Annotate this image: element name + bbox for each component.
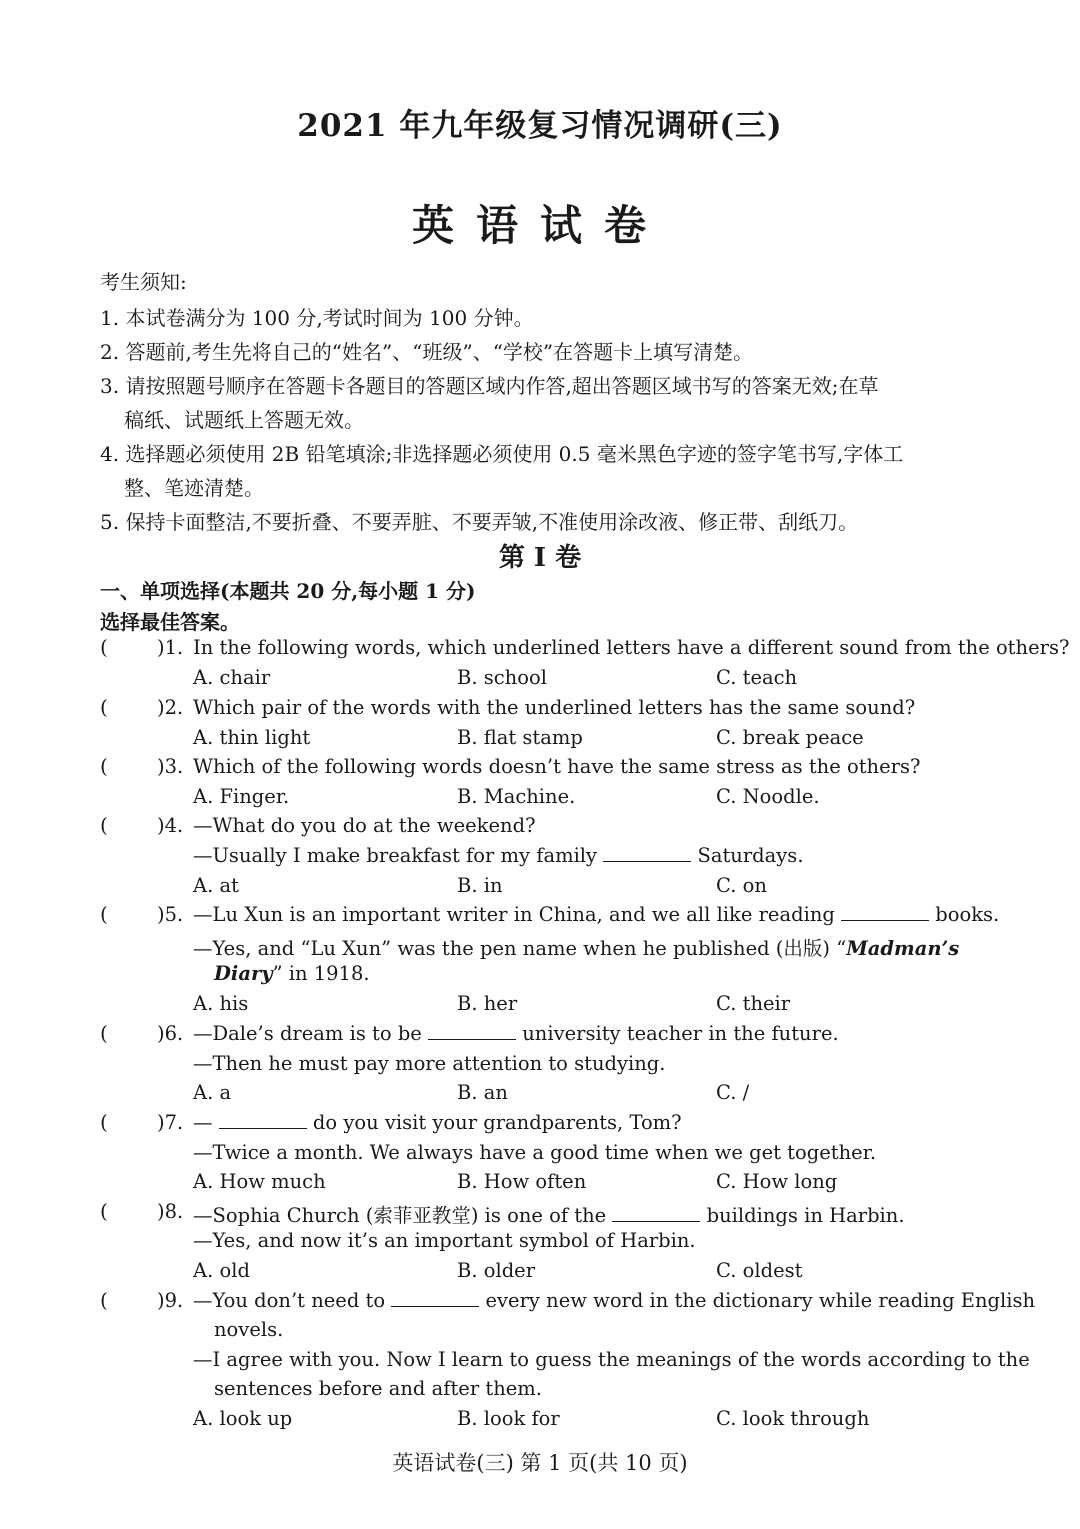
option-a: A. look up <box>193 1407 293 1430</box>
section-heading: 一、单项选择(本题共 20 分,每小题 1 分) <box>100 579 476 603</box>
question-stem: In the following words, which underlined letters have a different sound from the others? <box>193 636 1070 659</box>
option-c: C. / <box>716 1081 750 1104</box>
page-footer: 英语试卷(三) 第 1 页(共 10 页) <box>392 1451 688 1475</box>
answer-paren: ( <box>100 1288 108 1312</box>
answer-paren: ( <box>100 813 108 837</box>
option-b: B. school <box>457 666 547 689</box>
option-a: A. his <box>193 992 249 1015</box>
answer-paren: ( <box>100 902 108 926</box>
option-c: C. Noodle. <box>716 785 820 808</box>
dialogue-line-cont: novels. <box>214 1318 284 1341</box>
notice-line-2: 2. 答题前,考生先将自己的“姓名”、“班级”、“学校”在答题卡上填写清楚。 <box>100 340 754 364</box>
dialogue-line: —I agree with you. Now I learn to guess the meanings of the words according to the <box>193 1348 1030 1371</box>
option-a: A. Finger. <box>193 785 290 808</box>
option-b: B. an <box>457 1081 508 1104</box>
option-c: C. oldest <box>716 1259 803 1282</box>
question-number: )6. <box>157 1022 184 1045</box>
dialogue-line: —Dale’s dream is to be university teacher in the future. <box>193 1022 839 1045</box>
question-number: )1. <box>157 636 184 659</box>
answer-blank <box>612 1205 700 1222</box>
notice-line-3-cont: 稿纸、试题纸上答题无效。 <box>124 408 364 432</box>
notice-line-5: 5. 保持卡面整洁,不要折叠、不要弄脏、不要弄皱,不准使用涂改液、修正带、刮纸刀。 <box>100 510 859 534</box>
answer-paren: ( <box>100 1199 108 1223</box>
dialogue-line-cont: Diary” in 1918. <box>214 962 370 985</box>
option-c: C. teach <box>716 666 798 689</box>
option-a: A. thin light <box>193 726 311 749</box>
question-number: )7. <box>157 1111 184 1134</box>
option-a: A. How much <box>193 1170 326 1193</box>
question-stem: Which pair of the words with the underlined letters has the same sound? <box>193 696 916 719</box>
section-instruction: 选择最佳答案。 <box>100 610 240 634</box>
exam-title: 2021 年九年级复习情况调研(三) <box>297 108 783 144</box>
answer-paren: ( <box>100 754 108 778</box>
option-b: B. older <box>457 1259 536 1282</box>
answer-blank <box>841 904 929 921</box>
answer-blank <box>219 1112 307 1129</box>
dialogue-line: —You don’t need to every new word in the dictionary while reading English <box>193 1289 1036 1312</box>
dialogue-line: —Yes, and now it’s an important symbol of Harbin. <box>193 1229 696 1252</box>
answer-paren: ( <box>100 1021 108 1045</box>
answer-blank <box>391 1290 479 1307</box>
option-a: A. a <box>193 1081 232 1104</box>
option-a: A. chair <box>193 666 271 689</box>
dialogue-line: —Lu Xun is an important writer in China, and we all like reading books. <box>193 903 1000 926</box>
notice-line-4: 4. 选择题必须使用 2B 铅笔填涂;非选择题必须使用 0.5 毫米黑色字迹的签字笔书写,字体工 <box>100 442 904 466</box>
dialogue-line: —Then he must pay more attention to studying. <box>193 1052 666 1075</box>
notice-heading: 考生须知: <box>100 270 187 294</box>
subject-title: 英语试卷 <box>411 201 668 250</box>
option-b: B. look for <box>457 1407 560 1430</box>
question-number: )8. <box>157 1200 184 1223</box>
option-b: B. in <box>457 874 503 897</box>
answer-blank <box>603 845 691 862</box>
question-stem: Which of the following words doesn’t have the same stress as the others? <box>193 755 921 778</box>
answer-blank <box>428 1023 516 1040</box>
dialogue-line: —Usually I make breakfast for my family Saturdays. <box>193 844 804 867</box>
dialogue-line: —Sophia Church (索菲亚教堂) is one of the buildings in Harbin. <box>193 1204 905 1227</box>
option-a: A. at <box>193 874 239 897</box>
part-heading: 第 I 卷 <box>498 543 582 573</box>
option-b: B. flat stamp <box>457 726 583 749</box>
notice-line-4-cont: 整、笔迹清楚。 <box>124 476 264 500</box>
option-a: A. old <box>193 1259 250 1282</box>
option-b: B. How often <box>457 1170 587 1193</box>
option-c: C. look through <box>716 1407 870 1430</box>
notice-line-1: 1. 本试卷满分为 100 分,考试时间为 100 分钟。 <box>100 306 534 330</box>
answer-paren: ( <box>100 1110 108 1134</box>
option-c: C. their <box>716 992 791 1015</box>
question-number: )2. <box>157 696 184 719</box>
notice-line-3: 3. 请按照题号顺序在答题卡各题目的答题区域内作答,超出答题区域书写的答案无效;在草 <box>100 374 879 398</box>
question-number: )9. <box>157 1289 184 1312</box>
question-number: )4. <box>157 814 184 837</box>
question-number: )3. <box>157 755 184 778</box>
option-c: C. break peace <box>716 726 864 749</box>
option-b: B. her <box>457 992 518 1015</box>
option-c: C. on <box>716 874 767 897</box>
answer-paren: ( <box>100 635 108 659</box>
answer-paren: ( <box>100 695 108 719</box>
option-c: C. How long <box>716 1170 838 1193</box>
dialogue-line: —Yes, and “Lu Xun” was the pen name when he published (出版) “Madman’s <box>193 937 960 960</box>
dialogue-line: —Twice a month. We always have a good time when we get together. <box>193 1141 877 1164</box>
dialogue-line-cont: sentences before and after them. <box>214 1377 542 1400</box>
question-number: )5. <box>157 903 184 926</box>
option-b: B. Machine. <box>457 785 576 808</box>
dialogue-line: —What do you do at the weekend? <box>193 814 536 837</box>
dialogue-line: — do you visit your grandparents, Tom? <box>193 1111 682 1134</box>
